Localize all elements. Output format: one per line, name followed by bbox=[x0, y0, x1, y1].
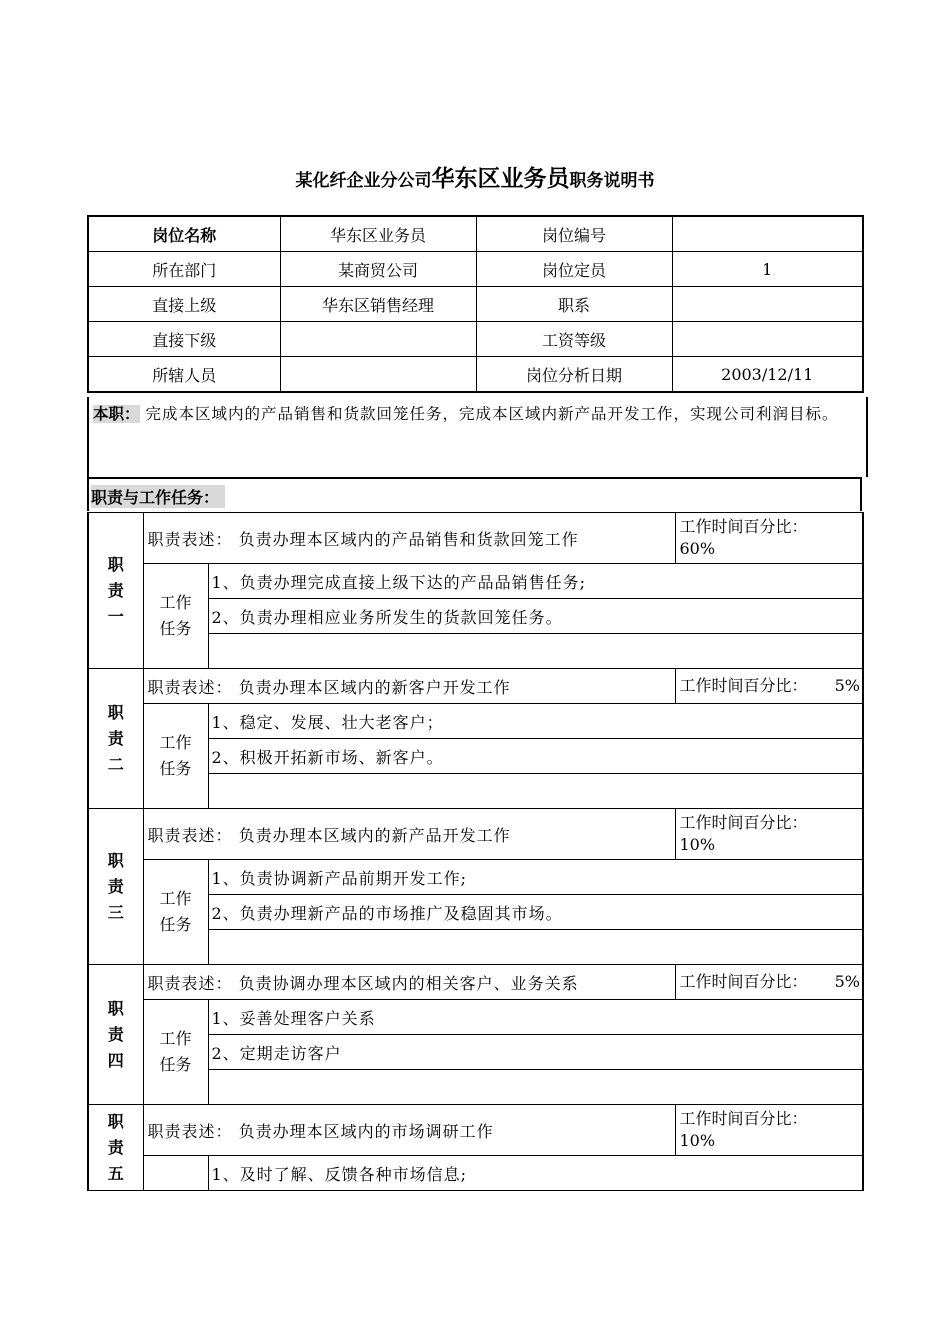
task-item: 1、及时了解、反馈各种市场信息; bbox=[208, 1156, 863, 1191]
task-item bbox=[208, 634, 863, 669]
info-value: 华东区业务员 bbox=[280, 216, 476, 252]
title-main: 华东区业务员 bbox=[431, 166, 570, 192]
position-info-table bbox=[87, 215, 864, 393]
info-value bbox=[280, 357, 476, 393]
desc-label: 职责表述： bbox=[147, 677, 233, 697]
task-item: 1、稳定、发展、壮大老客户； bbox=[208, 704, 863, 739]
task-item: 1、负责协调新产品前期开发工作; bbox=[208, 860, 863, 895]
task-item: 2、负责办理相应业务所发生的货款回笼任务。 bbox=[208, 599, 863, 634]
core-duty-block bbox=[87, 397, 868, 477]
info-row bbox=[88, 357, 863, 393]
title-suffix: 职务说明书 bbox=[569, 171, 655, 191]
info-label: 职系 bbox=[476, 287, 672, 322]
duty-percent-cell bbox=[675, 669, 863, 704]
info-value bbox=[672, 287, 863, 322]
duty-desc: 负责办理本区域内的新产品开发工作 bbox=[238, 825, 511, 845]
task-item: 2、积极开拓新市场、新客户。 bbox=[208, 739, 863, 774]
work-task-label: 工作 任务 bbox=[143, 564, 208, 669]
duty-percent-cell bbox=[675, 513, 863, 564]
duty-percent: 10% bbox=[679, 1131, 716, 1150]
duty-desc: 负责办理本区域内的新客户开发工作 bbox=[238, 677, 511, 697]
core-duty-text: 完成本区域内的产品销售和货款回笼任务，完成本区域内新产品开发工作，实现公司利润目标。 bbox=[145, 405, 839, 423]
task-row bbox=[88, 1156, 863, 1191]
duty-label: 职 责 四 bbox=[88, 965, 143, 1105]
duty-label: 职 责 一 bbox=[88, 513, 143, 669]
pct-label: 工作时间百分比： bbox=[679, 1109, 808, 1128]
info-value bbox=[280, 322, 476, 357]
info-label: 所在部门 bbox=[88, 252, 280, 287]
work-task-label-empty bbox=[143, 1156, 208, 1191]
task-item: 2、负责办理新产品的市场推广及稳固其市场。 bbox=[208, 895, 863, 930]
duty-desc-row bbox=[88, 809, 863, 860]
info-row bbox=[88, 216, 863, 252]
desc-label: 职责表述： bbox=[147, 825, 233, 845]
duty-desc-row bbox=[88, 1105, 863, 1156]
duty-percent-cell bbox=[675, 965, 863, 1000]
info-value: 华东区销售经理 bbox=[280, 287, 476, 322]
pct-label: 工作时间百分比： bbox=[679, 676, 808, 695]
duty-percent-cell bbox=[675, 809, 863, 860]
duty-desc: 负责办理本区域内的产品销售和货款回笼工作 bbox=[238, 529, 579, 549]
info-label: 岗位定员 bbox=[476, 252, 672, 287]
task-row bbox=[88, 704, 863, 739]
task-item: 1、负责办理完成直接上级下达的产品品销售任务; bbox=[208, 564, 863, 599]
info-label: 工资等级 bbox=[476, 322, 672, 357]
pct-label: 工作时间百分比： bbox=[679, 813, 808, 832]
info-label: 岗位分析日期 bbox=[476, 357, 672, 393]
info-row bbox=[88, 252, 863, 287]
task-item bbox=[208, 930, 863, 965]
info-value: 2003/12/11 bbox=[672, 357, 863, 393]
duty-percent: 10% bbox=[679, 835, 716, 854]
desc-label: 职责表述： bbox=[147, 529, 233, 549]
info-value bbox=[672, 216, 863, 252]
info-label: 岗位编号 bbox=[476, 216, 672, 252]
title-prefix: 某化纤企业分公司 bbox=[295, 171, 432, 191]
task-item bbox=[208, 774, 863, 809]
duty-percent: 5% bbox=[834, 972, 860, 991]
work-task-label: 工作 任务 bbox=[143, 1000, 208, 1105]
duty-desc: 负责办理本区域内的市场调研工作 bbox=[238, 1121, 494, 1141]
task-item bbox=[208, 1070, 863, 1105]
duty-label: 职 责 五 bbox=[88, 1105, 143, 1191]
duty-label: 职 责 二 bbox=[88, 669, 143, 809]
info-label: 所辖人员 bbox=[88, 357, 280, 393]
duty-desc-row bbox=[88, 669, 863, 704]
info-value: 1 bbox=[672, 252, 863, 287]
core-duty-label: 本职： bbox=[93, 405, 140, 423]
info-label: 直接上级 bbox=[88, 287, 280, 322]
duty-desc-row bbox=[88, 513, 863, 564]
duty-desc-row bbox=[88, 965, 863, 1000]
info-label: 直接下级 bbox=[88, 322, 280, 357]
task-row bbox=[88, 1000, 863, 1035]
info-value bbox=[672, 322, 863, 357]
info-row bbox=[88, 287, 863, 322]
duty-label: 职 责 三 bbox=[88, 809, 143, 965]
document-title bbox=[0, 160, 950, 193]
info-value: 某商贸公司 bbox=[280, 252, 476, 287]
task-row bbox=[88, 564, 863, 599]
work-task-label: 工作 任务 bbox=[143, 704, 208, 809]
duty-desc: 负责协调办理本区域内的相关客户、业务关系 bbox=[238, 973, 579, 993]
task-item: 2、定期走访客户 bbox=[208, 1035, 863, 1070]
pct-label: 工作时间百分比： bbox=[679, 972, 808, 991]
task-item: 1、妥善处理客户关系 bbox=[208, 1000, 863, 1035]
pct-label: 工作时间百分比： bbox=[679, 517, 808, 536]
section-header bbox=[87, 477, 862, 511]
section-title: 职责与工作任务： bbox=[91, 485, 225, 508]
info-row bbox=[88, 322, 863, 357]
info-label: 岗位名称 bbox=[88, 216, 280, 252]
desc-label: 职责表述： bbox=[147, 1121, 233, 1141]
duty-percent: 60% bbox=[679, 539, 716, 558]
duty-percent-cell bbox=[675, 1105, 863, 1156]
work-task-label: 工作 任务 bbox=[143, 860, 208, 965]
desc-label: 职责表述： bbox=[147, 973, 233, 993]
task-row bbox=[88, 860, 863, 895]
duties-table bbox=[87, 512, 864, 1191]
duty-percent: 5% bbox=[834, 676, 860, 695]
